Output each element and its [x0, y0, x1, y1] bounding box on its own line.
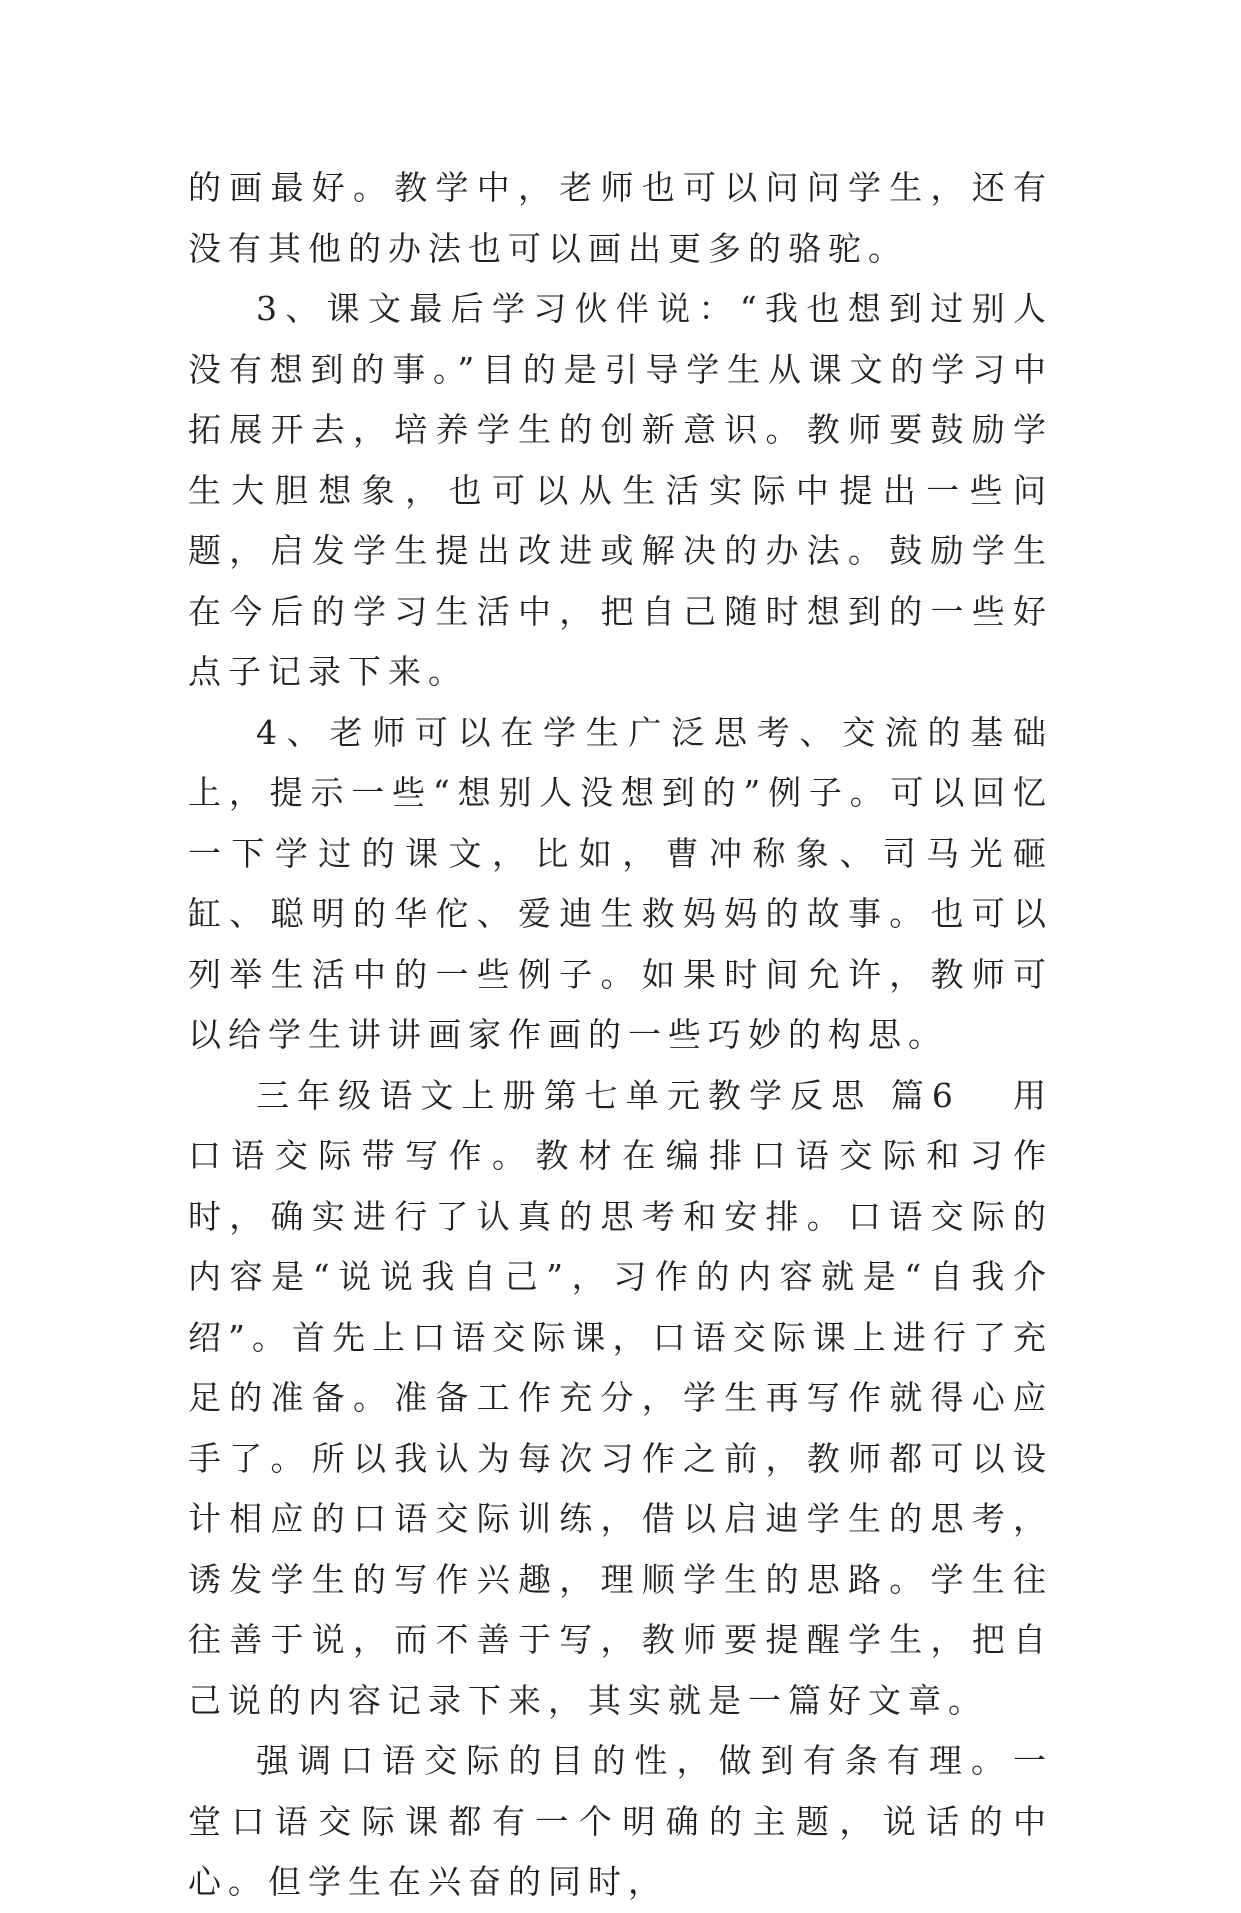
- section-body: 用口语交际带写作。教材在编排口语交际和习作时，确实进行了认真的思考和安排。口语交际的内容是“说说我自己”，习作的内容就是“自我介绍”。首先上口语交际课，口语交际课上进行了充足的准备。准备工作充分，学生再写作就得心应手了。所以我认为每次习作之前，教师都可以设计相应的口语交际训练，借以启迪学生的思考，诱发学生的写作兴趣，理顺学生的思路。学生往往善于说，而不善于写，教师要提醒学生，把自己说的内容记录下来，其实就是一篇好文章。: [188, 1075, 1053, 1720]
- section-paragraph: [188, 1066, 1053, 1732]
- section-heading: 三年级语文上册第七单元教学反思 篇6: [256, 1075, 960, 1115]
- document-page: [188, 158, 1053, 1913]
- paragraph-last: 强调口语交际的目的性，做到有条有理。一堂口语交际课都有一个明确的主题，说话的中心。但学生在兴奋的同时，: [188, 1741, 1053, 1901]
- paragraph-continued: 的画最好。教学中，老师也可以问问学生，还有没有其他的办法也可以画出更多的骆驼。: [188, 168, 1053, 268]
- paragraph-item-4: 4、老师可以在学生广泛思考、交流的基础上，提示一些“想别人没想到的”例子。可以回忆一下学过的课文，比如，曹冲称象、司马光砸缸、聪明的华佗、爱迪生救妈妈的故事。也可以列举生活中的一些例子。如果时间允许，教师可以给学生讲讲画家作画的一些巧妙的构思。: [188, 712, 1053, 1054]
- paragraph-item-3: 3、课文最后学习伙伴说：“我也想到过别人没有想到的事。”目的是引导学生从课文的学习中拓展开去，培养学生的创新意识。教师要鼓励学生大胆想象，也可以从生活实际中提出一些问题，启发学生提出改进或解决的办法。鼓励学生在今后的学习生活中，把自己随时想到的一些好点子记录下来。: [188, 289, 1053, 691]
